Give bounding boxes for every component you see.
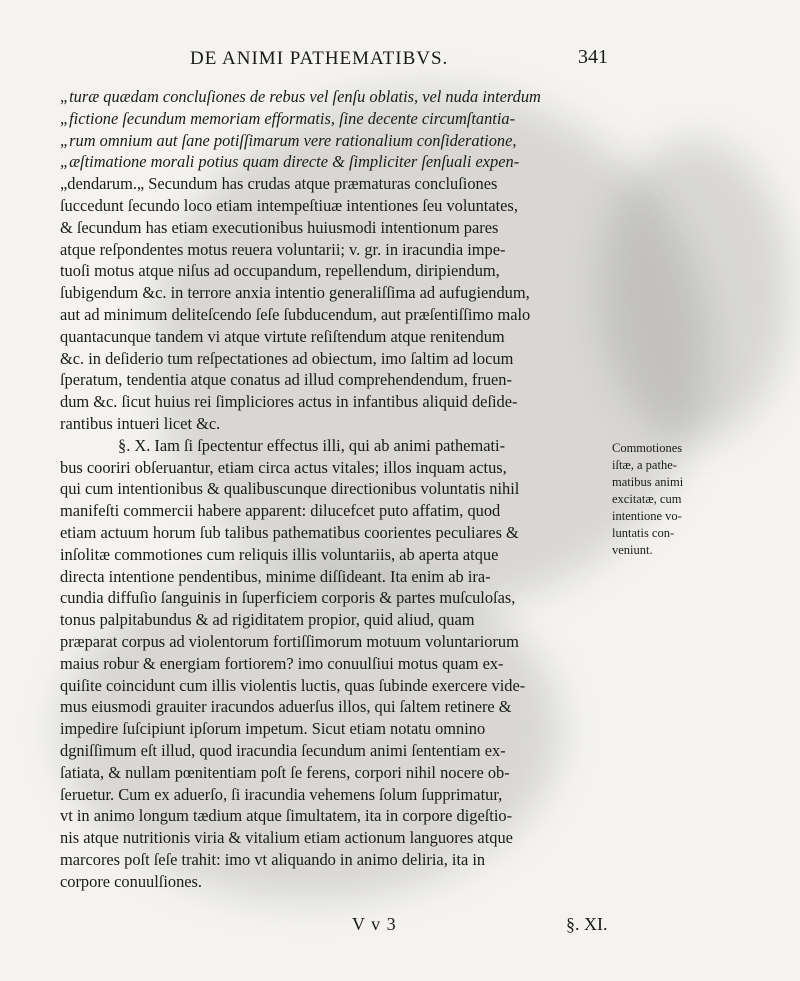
text-line: manifeſti commercii habere apparent: dilucefcet puto affatim, quod: [60, 501, 501, 521]
text-line: præparat corpus ad violentorum fortiſſimorum motuum voluntariorum: [60, 631, 519, 651]
body-text: [60, 86, 608, 892]
text-line: „turæ quædam concluſiones de rebus vel ſenſu oblatis, vel nuda interdum: [60, 87, 541, 106]
text-line: quiſite coincidunt cum illis violentis luctis, quas ſubinde exercere vide-: [60, 675, 526, 695]
text-line: marcores poſt ſeſe trahit: imo vt aliquando in animo deliria, ita in: [60, 849, 486, 869]
text-line: „æſtimatione morali potius quam directe & ſimpliciter ſenſuali expen-: [60, 152, 520, 172]
text-line: corpore conuulſiones.: [60, 871, 203, 891]
text-line: „dendarum.„ Secundum has crudas atque præmaturas concluſiones: [60, 174, 498, 194]
text-line: nis atque nutritionis viria & vitalium etiam actionum languores atque: [60, 828, 513, 848]
text-line: ſeruetur. Cum ex aduerſo, ſi iracundia vehemens ſolum ſupprimatur,: [60, 784, 503, 804]
text-line: impedire ſuſcipiunt ipſorum impetum. Sicut etiam notatu omnino: [60, 719, 486, 739]
text-line: tonus palpitabundus & ad rigiditatem propior, quid aliud, quam: [60, 610, 475, 630]
text-line: tuoſi motus atque niſus ad occupandum, repellendum, diripiendum,: [60, 261, 500, 281]
text-line: ſatiata, & nullam pœnitentiam poſt ſe ferens, corpori nihil nocere ob-: [60, 762, 510, 782]
text-line: &c. in deſiderio tum reſpectationes ad obiectum, imo ſaltim ad locum: [60, 348, 514, 368]
margin-note-line: matibus animi: [612, 475, 684, 489]
signature-mark: V v 3: [352, 914, 397, 934]
text-line: „rum omnium aut ſane potiſſimarum vere rationalium conſideratione,: [60, 130, 517, 150]
margin-note-line: intentione vo-: [612, 509, 682, 523]
text-line: ſubigendum &c. in terrore anxia intentio generaliſſima ad aufugiendum,: [60, 283, 530, 303]
margin-note-line: iſtæ, a pathe-: [612, 458, 677, 472]
text-line: directa intentione pendentibus, minime diſſideant. Ita enim ab ira-: [60, 566, 491, 586]
text-line: inſolitæ commotiones cum reliquis illis voluntariis, ab aperta atque: [60, 544, 499, 564]
text-line: etiam actuum horum ſub talibus pathematibus coorientes peculiares &: [60, 522, 519, 542]
text-line: bus cooriri obſeruantur, etiam circa actus vitales; illos inquam actus,: [60, 457, 507, 477]
text-line: mus eiusmodi grauiter iracundos aduerſus illos, qui ſaltem retinere &: [60, 697, 512, 717]
text-line: ſuccedunt ſecundo loco etiam intempeſtiuæ intentiones ſeu voluntates,: [60, 195, 518, 215]
text-line: aut ad minimum deliteſcendo ſeſe ſubducendum, aut præſentiſſimo malo: [60, 304, 531, 324]
catchword: §. XI.: [566, 914, 608, 934]
margin-note-line: excitatæ, cum: [612, 492, 682, 506]
text-line: ſperatum, tendentia atque conatus ad illud comprehendendum, fruen-: [60, 370, 512, 390]
text-line: maius robur & energiam fortiorem? imo conuulſiui motus quam ex-: [60, 653, 504, 673]
text-line: quantacunque tandem vi atque virtute reſiſtendum atque renitendum: [60, 326, 505, 346]
section-heading-line: §. X. Iam ſi ſpectentur effectus illi, qui ab animi pathemati-: [118, 435, 506, 455]
margin-note-line: Commotiones: [612, 441, 683, 455]
text-line: & ſecundum has etiam executionibus huiusmodi intentionum pares: [60, 217, 499, 237]
margin-note: [612, 440, 712, 559]
margin-note-line: veniunt.: [612, 543, 653, 557]
page-number: 341: [578, 46, 608, 68]
text-line: atque reſpondentes motus reuera voluntarii; v. gr. in iracundia impe-: [60, 239, 506, 259]
text-line: dgniſſimum eſt illud, quod iracundia ſecundum animi ſententiam ex-: [60, 740, 506, 760]
margin-note-line: luntatis con-: [612, 526, 675, 540]
text-line: dum &c. ſicut huius rei ſimpliciores actus in infantibus aliquid deſide-: [60, 392, 518, 412]
text-line: cundia diffuſio ſanguinis in ſuperficiem corporis & partes muſculoſas,: [60, 588, 516, 608]
text-line: rantibus intueri licet &c.: [60, 413, 221, 433]
text-line: „fictione ſecundum memoriam efformatis, ſine decente circumſtantia-: [60, 108, 516, 128]
running-title: DE ANIMI PATHEMATIBVS.: [190, 48, 449, 69]
text-line: vt in animo longum tædium atque ſimultatem, ita in corpore digeſtio-: [60, 806, 513, 826]
paper-stain: [600, 140, 790, 440]
text-line: qui cum intentionibus & qualibuscunque directionibus voluntatis nihil: [60, 479, 520, 499]
